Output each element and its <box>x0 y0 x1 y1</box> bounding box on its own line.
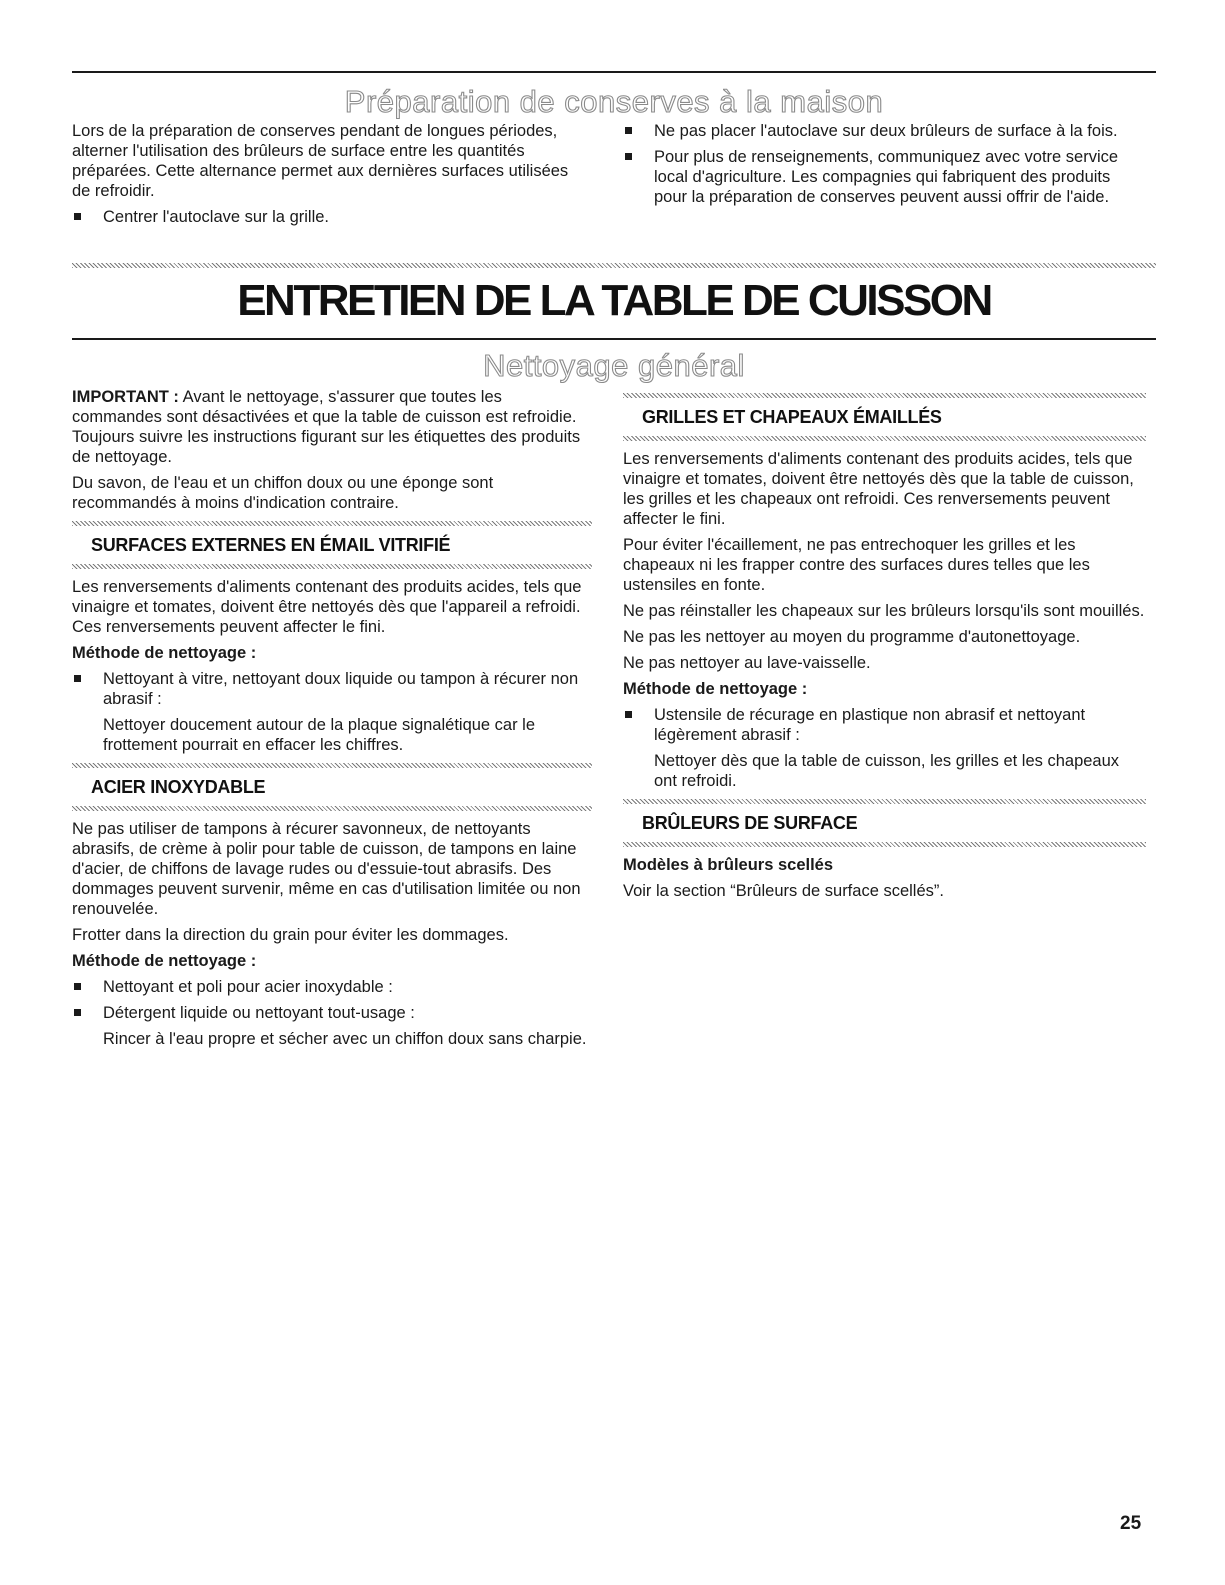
section-divider <box>72 263 1156 268</box>
steel-heading-block <box>72 763 592 811</box>
steel-heading: ACIER INOXYDABLE <box>91 777 266 797</box>
heading-hatch-top <box>72 763 592 768</box>
heading-hatch-top <box>623 393 1146 398</box>
main-title-rule <box>72 338 1156 340</box>
enamel-paragraph: Les renversements d'aliments contenant des produits acides, tels que vinaigre et tomates, doivent être nettoyés dès que l'appareil a refroidi. Ces renversements peuvent affecter le fini. <box>72 578 582 636</box>
enamel-note: Nettoyer doucement autour de la plaque signalétique car le frottement pourrait en effacer les chiffres. <box>103 716 536 754</box>
grates-bullet: Ustensile de récurage en plastique non abrasif et nettoyant légèrement abrasif : <box>623 705 1146 745</box>
steel-bullet: Nettoyant et poli pour acier inoxydable : <box>72 977 592 997</box>
steel-method-label: Méthode de nettoyage : <box>72 952 257 970</box>
canning-right-column <box>623 121 1143 213</box>
heading-hatch-top <box>72 521 592 526</box>
canning-bullet: Pour plus de renseignements, communiquez avec votre service local d'agriculture. Les compagnies qui fabriquent des produits pour la préparation de conserves peuvent aussi offrir de l'aide. <box>623 147 1143 207</box>
right-column <box>623 387 1146 907</box>
main-title: ENTRETIEN DE LA TABLE DE CUISSON <box>237 276 991 325</box>
important-label: IMPORTANT : <box>72 388 179 406</box>
steel-paragraph: Ne pas utiliser de tampons à récurer savonneux, de nettoyants abrasifs, de crème à polir pour table de cuisson, de tampons en laine d'acier, de chiffons de lavage rudes ou d'essuie-tout abrasifs. Des dommages peuvent survenir, même en cas d'utilisation limitée ou non renouvelée. <box>72 820 581 918</box>
top-rule <box>72 71 1156 73</box>
grates-paragraph: Ne pas les nettoyer au moyen du programme d'autonettoyage. <box>623 628 1081 646</box>
steel-bullet: Détergent liquide ou nettoyant tout-usage : <box>72 1003 592 1023</box>
grates-method-label: Méthode de nettoyage : <box>623 680 808 698</box>
canning-paragraph: Lors de la préparation de conserves pendant de longues périodes, alterner l'utilisation des brûleurs de surface entre les quantités préparées. Cette alternance permet aux dernières surfaces utilisées de refroidir. <box>72 122 569 200</box>
canning-section-title: Préparation de conserves à la maison <box>344 84 884 119</box>
burners-sub-label: Modèles à brûleurs scellés <box>623 856 834 874</box>
important-text: Avant le nettoyage, s'assurer que toutes les commandes sont désactivées et que la table de cuisson est refroidie. Toujours suivre les instructions figurant sur les étiquettes des produits de nettoyage. <box>72 388 581 466</box>
canning-bullet: Ne pas placer l'autoclave sur deux brûleurs de surface à la fois. <box>623 121 1143 141</box>
steel-paragraph: Frotter dans la direction du grain pour éviter les dommages. <box>72 926 509 944</box>
heading-hatch-bottom <box>623 842 1146 847</box>
grates-heading-block <box>623 393 1146 441</box>
enamel-heading-block <box>72 521 592 569</box>
burners-heading-block <box>623 799 1146 847</box>
grates-heading: GRILLES ET CHAPEAUX ÉMAILLÉS <box>642 407 942 427</box>
grates-note: Nettoyer dès que la table de cuisson, les grilles et les chapeaux ont refroidi. <box>654 752 1120 790</box>
enamel-heading: SURFACES EXTERNES EN ÉMAIL VITRIFIÉ <box>91 535 451 555</box>
canning-left-column <box>72 121 582 233</box>
heading-hatch-bottom <box>72 806 592 811</box>
heading-hatch-top <box>623 799 1146 804</box>
left-column <box>72 387 592 1055</box>
burners-heading: BRÛLEURS DE SURFACE <box>642 813 858 833</box>
enamel-bullet: Nettoyant à vitre, nettoyant doux liquide ou tampon à récurer non abrasif : <box>72 669 592 709</box>
grates-paragraph: Ne pas nettoyer au lave-vaisselle. <box>623 654 871 672</box>
general-cleaning-title: Nettoyage général <box>483 348 745 383</box>
soap-paragraph: Du savon, de l'eau et un chiffon doux ou une éponge sont recommandés à moins d'indication contraire. <box>72 474 494 512</box>
heading-hatch-bottom <box>72 564 592 569</box>
canning-bullet: Centrer l'autoclave sur la grille. <box>72 207 582 227</box>
grates-paragraph: Ne pas réinstaller les chapeaux sur les brûleurs lorsqu'ils sont mouillés. <box>623 602 1145 620</box>
heading-hatch-bottom <box>623 436 1146 441</box>
burners-paragraph: Voir la section “Brûleurs de surface scellés”. <box>623 882 944 900</box>
important-paragraph <box>72 387 592 467</box>
page-number: 25 <box>1120 1513 1142 1534</box>
grates-paragraph: Pour éviter l'écaillement, ne pas entrechoquer les grilles et les chapeaux ni les frapper contre des surfaces dures telles que les ustensiles en fonte. <box>623 536 1090 594</box>
steel-note: Rincer à l'eau propre et sécher avec un chiffon doux sans charpie. <box>103 1030 587 1048</box>
grates-paragraph: Les renversements d'aliments contenant des produits acides, tels que vinaigre et tomates, doivent être nettoyés dès que la table de cuisson, les grilles et les chapeaux ont refroidi. Ces renversements peuvent affecter le fini. <box>623 450 1134 528</box>
enamel-method-label: Méthode de nettoyage : <box>72 644 257 662</box>
